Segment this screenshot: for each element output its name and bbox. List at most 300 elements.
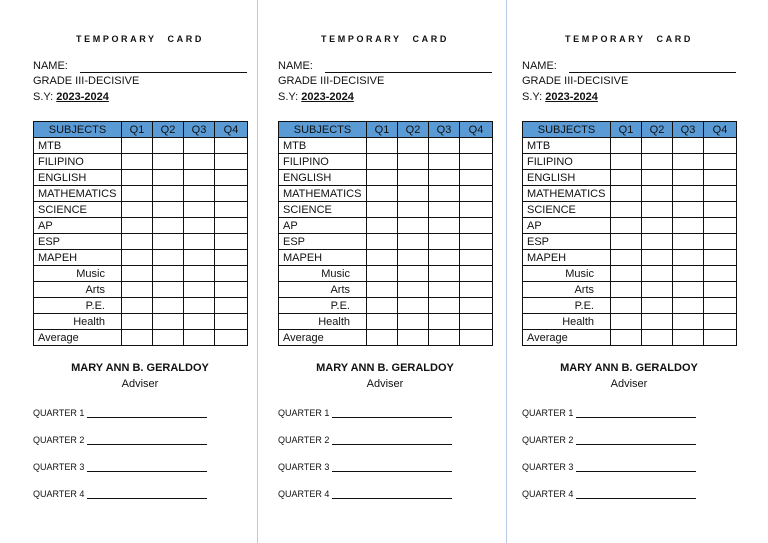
grade-cell[interactable] xyxy=(153,154,184,170)
temporary-card xyxy=(33,0,247,543)
quarter-signature-line[interactable] xyxy=(332,436,452,445)
grade-cell[interactable] xyxy=(367,138,398,154)
grade-cell[interactable] xyxy=(611,282,642,298)
table-row xyxy=(279,138,493,154)
adviser-role: Adviser xyxy=(610,378,648,390)
grade-cell[interactable] xyxy=(122,186,153,202)
grade-cell[interactable] xyxy=(215,314,248,330)
grade-cell[interactable] xyxy=(429,298,460,314)
adviser-name: MARY ANN B. GERALDOY xyxy=(71,362,209,374)
grade-cell[interactable] xyxy=(642,170,673,186)
table-row xyxy=(34,154,248,170)
grade-cell[interactable] xyxy=(367,186,398,202)
grade-cell[interactable] xyxy=(153,202,184,218)
grade-cell[interactable] xyxy=(642,186,673,202)
quarter-signature-line[interactable] xyxy=(576,436,696,445)
grade-cell[interactable] xyxy=(642,154,673,170)
grade-cell[interactable] xyxy=(153,282,184,298)
quarter-signature-row xyxy=(522,462,696,472)
quarter-label: QUARTER 2 xyxy=(522,435,574,445)
grade-cell[interactable] xyxy=(611,154,642,170)
grade-cell[interactable] xyxy=(642,202,673,218)
grade-cell[interactable] xyxy=(704,250,737,266)
grade-cell[interactable] xyxy=(460,154,493,170)
quarter-label: QUARTER 4 xyxy=(522,489,574,499)
grade-cell[interactable] xyxy=(367,202,398,218)
table-row xyxy=(34,282,248,298)
grade-cell[interactable] xyxy=(367,154,398,170)
subject-cell: MTB xyxy=(523,138,611,154)
grade-cell[interactable] xyxy=(398,298,429,314)
grade-cell[interactable] xyxy=(642,330,673,346)
table-row xyxy=(34,314,248,330)
subject-cell: MAPEH xyxy=(279,250,367,266)
grade-cell[interactable] xyxy=(215,186,248,202)
name-label: NAME: xyxy=(522,60,557,72)
subject-cell: MATHEMATICS xyxy=(34,186,122,202)
grade-cell[interactable] xyxy=(398,154,429,170)
grade-cell[interactable] xyxy=(429,266,460,282)
grade-cell[interactable] xyxy=(429,234,460,250)
grade-cell[interactable] xyxy=(398,314,429,330)
grade-cell[interactable] xyxy=(184,298,215,314)
grade-cell[interactable] xyxy=(460,298,493,314)
grade-cell[interactable] xyxy=(367,170,398,186)
quarter-label: QUARTER 4 xyxy=(278,489,330,499)
grades-table xyxy=(522,121,737,346)
grade-cell[interactable] xyxy=(673,282,704,298)
grade-cell[interactable] xyxy=(673,330,704,346)
grade-cell[interactable] xyxy=(398,266,429,282)
name-label: NAME: xyxy=(33,60,68,72)
grade-cell[interactable] xyxy=(611,250,642,266)
grade-cell[interactable] xyxy=(460,330,493,346)
grade-cell[interactable] xyxy=(215,266,248,282)
grade-cell[interactable] xyxy=(642,138,673,154)
grade-cell[interactable] xyxy=(122,234,153,250)
quarter-signature-row xyxy=(33,462,207,472)
subject-cell: FILIPINO xyxy=(279,154,367,170)
grade-cell[interactable] xyxy=(429,314,460,330)
grade-cell[interactable] xyxy=(642,250,673,266)
grade-cell[interactable] xyxy=(122,266,153,282)
table-row xyxy=(523,266,737,282)
table-row xyxy=(34,218,248,234)
quarter-signature-row xyxy=(33,489,207,499)
school-year xyxy=(522,91,598,104)
quarter-label: QUARTER 3 xyxy=(278,462,330,472)
subject-cell: ENGLISH xyxy=(523,170,611,186)
grade-cell[interactable] xyxy=(122,138,153,154)
grade-cell[interactable] xyxy=(460,218,493,234)
subject-cell: SCIENCE xyxy=(523,202,611,218)
column-header: Q1 xyxy=(122,122,153,138)
table-row xyxy=(279,314,493,330)
table-row xyxy=(523,250,737,266)
grade-cell[interactable] xyxy=(704,282,737,298)
quarter-label: QUARTER 3 xyxy=(522,462,574,472)
quarter-label: QUARTER 2 xyxy=(33,435,85,445)
grade-cell[interactable] xyxy=(184,266,215,282)
subject-cell: Music xyxy=(279,266,367,282)
table-row xyxy=(279,186,493,202)
grade-cell[interactable] xyxy=(673,234,704,250)
column-header: SUBJECTS xyxy=(279,122,367,138)
grade-cell[interactable] xyxy=(642,234,673,250)
name-row xyxy=(278,60,492,73)
grade-cell[interactable] xyxy=(367,298,398,314)
subject-cell: MATHEMATICS xyxy=(523,186,611,202)
grade-cell[interactable] xyxy=(611,298,642,314)
quarter-signature-line[interactable] xyxy=(87,409,207,418)
grade-cell[interactable] xyxy=(429,170,460,186)
grade-cell[interactable] xyxy=(673,170,704,186)
grade-cell[interactable] xyxy=(398,282,429,298)
subject-cell: Music xyxy=(523,266,611,282)
grade-cell[interactable] xyxy=(153,314,184,330)
grade-cell[interactable] xyxy=(704,202,737,218)
subject-cell: ENGLISH xyxy=(279,170,367,186)
adviser-role: Adviser xyxy=(366,378,404,390)
subject-cell: P.E. xyxy=(523,298,611,314)
subject-cell: SCIENCE xyxy=(279,202,367,218)
grade-cell[interactable] xyxy=(704,314,737,330)
name-blank-line[interactable] xyxy=(325,62,492,73)
column-header: Q4 xyxy=(704,122,737,138)
quarter-signature-line[interactable] xyxy=(87,490,207,499)
grade-cell[interactable] xyxy=(215,282,248,298)
quarter-signature-line[interactable] xyxy=(332,490,452,499)
name-blank-line[interactable] xyxy=(80,62,247,73)
grade-cell[interactable] xyxy=(673,202,704,218)
grade-cell[interactable] xyxy=(153,138,184,154)
grade-cell[interactable] xyxy=(122,298,153,314)
grade-cell[interactable] xyxy=(460,266,493,282)
grade-cell[interactable] xyxy=(704,170,737,186)
school-year-value: 2023-2024 xyxy=(301,91,354,103)
table-row xyxy=(523,138,737,154)
grade-cell[interactable] xyxy=(460,314,493,330)
table-header-row xyxy=(279,122,493,138)
grades-table xyxy=(33,121,248,346)
quarter-label: QUARTER 3 xyxy=(33,462,85,472)
quarter-label: QUARTER 2 xyxy=(278,435,330,445)
table-row xyxy=(34,330,248,346)
quarter-signature-line[interactable] xyxy=(332,463,452,472)
adviser-role: Adviser xyxy=(121,378,159,390)
grade-cell[interactable] xyxy=(367,250,398,266)
table-row xyxy=(279,170,493,186)
table-row xyxy=(279,282,493,298)
grade-cell[interactable] xyxy=(215,138,248,154)
table-row xyxy=(279,218,493,234)
adviser-name: MARY ANN B. GERALDOY xyxy=(560,362,698,374)
grade-cell[interactable] xyxy=(429,154,460,170)
grade-cell[interactable] xyxy=(673,218,704,234)
grade-cell[interactable] xyxy=(122,202,153,218)
table-row xyxy=(523,202,737,218)
grade-cell[interactable] xyxy=(398,170,429,186)
school-year-value: 2023-2024 xyxy=(56,91,109,103)
temporary-card xyxy=(278,0,492,543)
quarter-signature-row xyxy=(278,408,452,418)
grade-cell[interactable] xyxy=(153,266,184,282)
grade-cell[interactable] xyxy=(184,154,215,170)
quarter-signature-row xyxy=(522,435,696,445)
grade-cell[interactable] xyxy=(704,186,737,202)
grade-cell[interactable] xyxy=(122,282,153,298)
grade-cell[interactable] xyxy=(611,186,642,202)
grade-cell[interactable] xyxy=(642,282,673,298)
grade-cell[interactable] xyxy=(611,314,642,330)
quarter-label: QUARTER 1 xyxy=(33,408,85,418)
grade-cell[interactable] xyxy=(153,250,184,266)
grade-cell[interactable] xyxy=(184,218,215,234)
grade-cell[interactable] xyxy=(704,330,737,346)
quarter-label: QUARTER 1 xyxy=(278,408,330,418)
grade-cell[interactable] xyxy=(429,330,460,346)
table-row xyxy=(34,298,248,314)
grade-cell[interactable] xyxy=(673,138,704,154)
grade-cell[interactable] xyxy=(153,186,184,202)
table-row xyxy=(523,330,737,346)
grade-cell[interactable] xyxy=(460,250,493,266)
subject-cell: Average xyxy=(279,330,367,346)
subject-cell: FILIPINO xyxy=(523,154,611,170)
grade-cell[interactable] xyxy=(642,266,673,282)
grade-cell[interactable] xyxy=(184,282,215,298)
grade-cell[interactable] xyxy=(215,170,248,186)
grade-cell[interactable] xyxy=(367,314,398,330)
subject-cell: P.E. xyxy=(34,298,122,314)
grade-cell[interactable] xyxy=(184,314,215,330)
subject-cell: ESP xyxy=(523,234,611,250)
subject-cell: AP xyxy=(34,218,122,234)
grade-cell[interactable] xyxy=(184,138,215,154)
grade-cell[interactable] xyxy=(704,266,737,282)
grade-cell[interactable] xyxy=(460,282,493,298)
grade-cell[interactable] xyxy=(184,250,215,266)
grade-cell[interactable] xyxy=(122,314,153,330)
column-header: Q2 xyxy=(153,122,184,138)
grade-cell[interactable] xyxy=(184,330,215,346)
grade-cell[interactable] xyxy=(398,218,429,234)
grade-cell[interactable] xyxy=(153,170,184,186)
grade-cell[interactable] xyxy=(611,202,642,218)
grade-cell[interactable] xyxy=(429,250,460,266)
subject-cell: MAPEH xyxy=(523,250,611,266)
table-row xyxy=(523,154,737,170)
card-title: TEMPORARY CARD xyxy=(76,34,204,44)
column-header: Q3 xyxy=(673,122,704,138)
subject-cell: AP xyxy=(523,218,611,234)
grade-cell[interactable] xyxy=(367,234,398,250)
subject-cell: Average xyxy=(34,330,122,346)
adviser-name: MARY ANN B. GERALDOY xyxy=(316,362,454,374)
name-label: NAME: xyxy=(278,60,313,72)
grade-cell[interactable] xyxy=(673,314,704,330)
quarter-signature-line[interactable] xyxy=(87,463,207,472)
grade-cell[interactable] xyxy=(215,298,248,314)
subject-cell: Health xyxy=(34,314,122,330)
grade-cell[interactable] xyxy=(611,218,642,234)
subject-cell: Arts xyxy=(34,282,122,298)
grade-cell[interactable] xyxy=(611,170,642,186)
table-row xyxy=(34,138,248,154)
grade-cell[interactable] xyxy=(704,138,737,154)
subject-cell: MTB xyxy=(34,138,122,154)
grade-cell[interactable] xyxy=(122,218,153,234)
subject-cell: Arts xyxy=(523,282,611,298)
subject-cell: ESP xyxy=(34,234,122,250)
quarter-signature-line[interactable] xyxy=(87,436,207,445)
grade-cell[interactable] xyxy=(704,234,737,250)
subject-cell: MAPEH xyxy=(34,250,122,266)
grade-cell[interactable] xyxy=(153,298,184,314)
table-row xyxy=(279,250,493,266)
table-row xyxy=(279,298,493,314)
card-title: TEMPORARY CARD xyxy=(565,34,693,44)
subject-cell: Average xyxy=(523,330,611,346)
grade-cell[interactable] xyxy=(429,138,460,154)
subject-cell: FILIPINO xyxy=(34,154,122,170)
table-row xyxy=(279,330,493,346)
subject-cell: SCIENCE xyxy=(34,202,122,218)
table-row xyxy=(523,186,737,202)
quarter-signature-row xyxy=(522,408,696,418)
grade-cell[interactable] xyxy=(367,266,398,282)
column-header: Q1 xyxy=(611,122,642,138)
school-year xyxy=(278,91,354,104)
grade-cell[interactable] xyxy=(184,234,215,250)
table-row xyxy=(279,234,493,250)
grade-cell[interactable] xyxy=(460,234,493,250)
quarter-label: QUARTER 1 xyxy=(522,408,574,418)
grade-cell[interactable] xyxy=(611,266,642,282)
column-header: Q4 xyxy=(460,122,493,138)
grade-cell[interactable] xyxy=(398,250,429,266)
table-header-row xyxy=(523,122,737,138)
table-row xyxy=(34,234,248,250)
grade-cell[interactable] xyxy=(153,218,184,234)
grade-cell[interactable] xyxy=(153,330,184,346)
grade-cell[interactable] xyxy=(122,250,153,266)
grade-cell[interactable] xyxy=(398,330,429,346)
grade-cell[interactable] xyxy=(460,186,493,202)
subject-cell: Health xyxy=(279,314,367,330)
grade-cell[interactable] xyxy=(611,330,642,346)
quarter-signature-line[interactable] xyxy=(332,409,452,418)
quarter-signature-row xyxy=(33,435,207,445)
column-divider xyxy=(506,0,507,543)
table-row xyxy=(523,170,737,186)
grade-cell[interactable] xyxy=(367,330,398,346)
quarter-signature-row xyxy=(278,462,452,472)
subject-cell: MTB xyxy=(279,138,367,154)
grade-cell[interactable] xyxy=(429,186,460,202)
grade-cell[interactable] xyxy=(429,202,460,218)
grade-cell[interactable] xyxy=(673,266,704,282)
grade-cell[interactable] xyxy=(184,202,215,218)
grade-cell[interactable] xyxy=(122,154,153,170)
table-row xyxy=(34,266,248,282)
grade-cell[interactable] xyxy=(704,298,737,314)
grade-cell[interactable] xyxy=(460,202,493,218)
table-row xyxy=(279,266,493,282)
grade-cell[interactable] xyxy=(611,234,642,250)
grade-cell[interactable] xyxy=(704,154,737,170)
grade-cell[interactable] xyxy=(429,282,460,298)
grade-cell[interactable] xyxy=(184,170,215,186)
name-row xyxy=(522,60,736,73)
grade-section: GRADE III-DECISIVE xyxy=(522,75,629,87)
column-divider xyxy=(257,0,258,543)
grade-cell[interactable] xyxy=(673,186,704,202)
grade-cell[interactable] xyxy=(215,330,248,346)
grade-cell[interactable] xyxy=(367,218,398,234)
grade-cell[interactable] xyxy=(611,138,642,154)
table-row xyxy=(34,202,248,218)
grade-cell[interactable] xyxy=(642,314,673,330)
grade-cell[interactable] xyxy=(673,250,704,266)
grade-cell[interactable] xyxy=(398,186,429,202)
school-year-label: S.Y: xyxy=(33,91,54,103)
grade-section: GRADE III-DECISIVE xyxy=(278,75,385,87)
school-year-label: S.Y: xyxy=(278,91,299,103)
grade-cell[interactable] xyxy=(367,282,398,298)
grade-cell[interactable] xyxy=(642,218,673,234)
quarter-label: QUARTER 4 xyxy=(33,489,85,499)
grade-cell[interactable] xyxy=(673,298,704,314)
grade-cell[interactable] xyxy=(398,202,429,218)
table-row xyxy=(279,154,493,170)
grade-cell[interactable] xyxy=(460,170,493,186)
table-row xyxy=(34,186,248,202)
grade-cell[interactable] xyxy=(215,218,248,234)
quarter-signature-line[interactable] xyxy=(576,409,696,418)
grade-cell[interactable] xyxy=(215,250,248,266)
grade-cell[interactable] xyxy=(642,298,673,314)
grade-cell[interactable] xyxy=(429,218,460,234)
grade-cell[interactable] xyxy=(122,330,153,346)
card-title: TEMPORARY CARD xyxy=(321,34,449,44)
subject-cell: Health xyxy=(523,314,611,330)
grade-cell[interactable] xyxy=(215,234,248,250)
grade-cell[interactable] xyxy=(398,138,429,154)
column-header: Q4 xyxy=(215,122,248,138)
grades-table xyxy=(278,121,493,346)
table-row xyxy=(34,170,248,186)
grade-cell[interactable] xyxy=(184,186,215,202)
subject-cell: Music xyxy=(34,266,122,282)
grade-cell[interactable] xyxy=(153,234,184,250)
grade-cell[interactable] xyxy=(122,170,153,186)
name-row xyxy=(33,60,247,73)
table-row xyxy=(523,298,737,314)
school-year xyxy=(33,91,109,104)
column-header: SUBJECTS xyxy=(523,122,611,138)
quarter-signature-row xyxy=(522,489,696,499)
name-blank-line[interactable] xyxy=(569,62,736,73)
grade-cell[interactable] xyxy=(398,234,429,250)
grade-cell[interactable] xyxy=(704,218,737,234)
grade-cell[interactable] xyxy=(215,154,248,170)
grade-cell[interactable] xyxy=(460,138,493,154)
grade-cell[interactable] xyxy=(215,202,248,218)
quarter-signature-line[interactable] xyxy=(576,463,696,472)
quarter-signature-line[interactable] xyxy=(576,490,696,499)
grade-cell[interactable] xyxy=(673,154,704,170)
